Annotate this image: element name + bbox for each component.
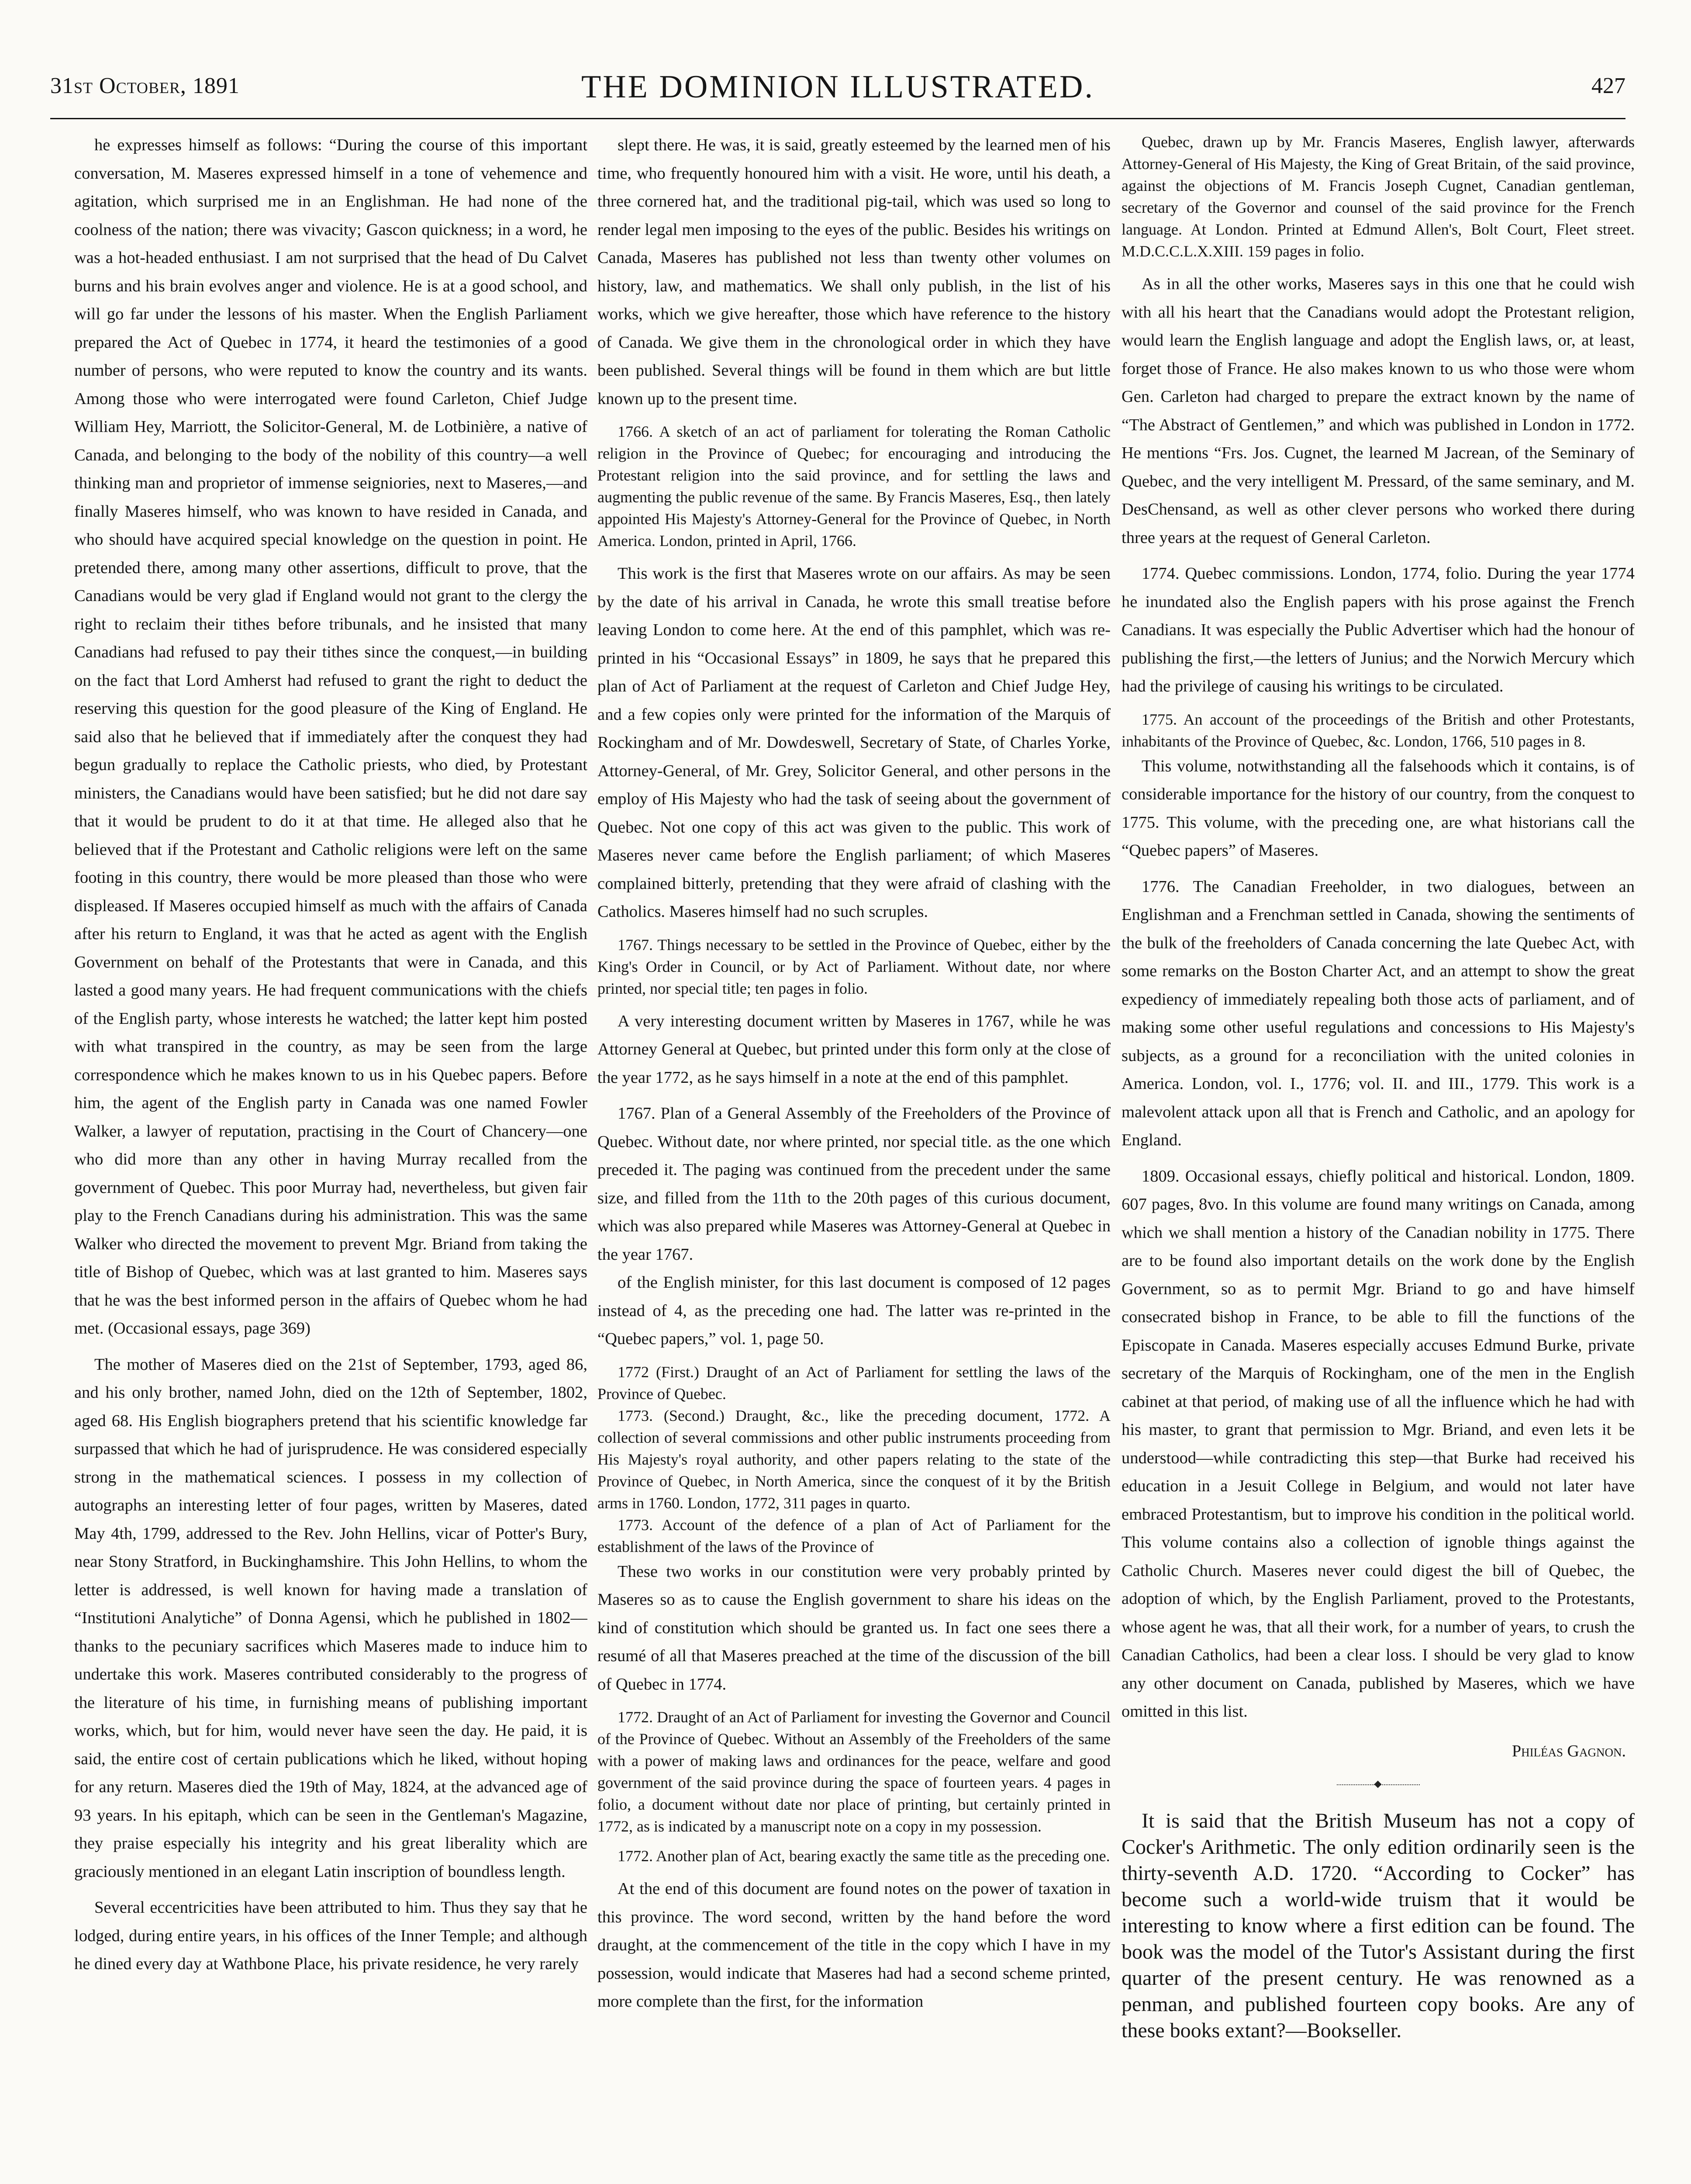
bibliography-entry: 1772. Draught of an Act of Parliament for investing the Governor and Council of the Province of Quebec. Without an Assembly of the Freeholders of the same with a power of making laws and ordinances for the peace, welfare and good government of the said province during the space of fourteen years. 4 pages in folio, a document without date nor place of printing, but certainly printed in 1772, as is indicated by a manuscript note on a copy in my possession.: [597, 1708, 1111, 1835]
bibliography-entry: 1773. Account of the defence of a plan of Act of Parliament for the establishment of the laws of the Province of: [597, 1516, 1111, 1555]
paragraph: 1776. The Canadian Freeholder, in two dialogues, between an Englishman and a Frenchman settled in Canada, showing the sentiments of the bulk of the freeholders of Canada concerning the late Quebec Act, with some remarks on the Boston Charter Act, and an attempt to show the great expediency of immediately repealing both those acts of parliament, and of making some other useful regulations and concessions to His Majesty's subjects, as a ground for a reconciliation with the united colonies in America. London, vol. I., 1776; vol. II. and III., 1779. This work is a malevolent attack upon all that is French and Catholic, and an apology for England.: [1122, 877, 1635, 1149]
bibliography-entry: 1772 (First.) Draught of an Act of Parliament for settling the laws of the Province of Quebec.: [597, 1363, 1111, 1403]
paragraph: As in all the other works, Maseres says in this one that he could wish with all his heart that the Canadians would adopt the Protestant religion, would learn the English language and adopt the English laws, or, at least, forget those of France. He also makes known to us who those were whom Gen. Carleton had charged to prepare the extract known by the name of “The Abstract of Gentlemen,” and which was published in London in 1772. He mentions “Frs. Jos. Cugnet, the learned M Jacrean, of the Seminary of Quebec, and the very intelligent M. Pressard, of the same seminary, and M. DesChensand, as well as other clever persons who worked there during three years at the request of General Carleton.: [1122, 275, 1635, 547]
author-signature: Philéas Gagnon.: [1512, 1742, 1626, 1760]
bibliography-entry: 1767. Things necessary to be settled in the Province of Quebec, either by the King's Order in Council, or by Act of Parliament. Without date, nor where printed, nor special title; ten pages in folio.: [597, 936, 1111, 997]
paragraph: of the English minister, for this last document is composed of 12 pages instead of 4, as the preceding one had. The latter was re-printed in the “Quebec papers,” vol. 1, page 50.: [597, 1273, 1111, 1348]
paragraph: Several eccentricities have been attributed to him. Thus they say that he lodged, during entire years, in his offices of the Inner Temple; and although he dined every day at Wathbone Place, his private residence, he very rarely: [74, 1898, 587, 1973]
paragraph: This work is the first that Maseres wrote on our affairs. As may be seen by the date of his arrival in Canada, he wrote this small treatise before leaving London to come here. At the end of this pamphlet, which was re-printed in his “Occasional Essays” in 1809, he says that he prepared this plan of Act of Parliament at the request of Carleton and Chief Judge Hey, and a few copies only were printed for the information of the Marquis of Rockingham and of Mr. Dowdeswell, Secretary of State, of Charles Yorke, Attorney-General, of Mr. Grey, Solicitor General, and other persons in the employ of His Majesty who had the task of seeing about the government of Quebec. Not one copy of this act was given to the public. This work of Maseres never came before the English parliament; of which Maseres complained bitterly, pretending that they were afraid of clashing with the Catholics. Maseres himself had no such scruples.: [597, 564, 1111, 921]
page-header: [50, 59, 1625, 119]
bibliography-entry: 1773. (Second.) Draught, &c., like the preceding document, 1772. A collection of several commissions and other public instruments proceeding from His Majesty's royal authority, and other papers relating to the state of the Province of Quebec, in North America, since the conquest of it by the British arms in 1760. London, 1772, 311 pages in quarto.: [597, 1406, 1111, 1512]
section-divider: [1337, 1784, 1420, 1790]
bibliography-entry: 1772. Another plan of Act, bearing exactly the same title as the preceding one.: [618, 1847, 1110, 1865]
paragraph: Quebec, drawn up by Mr. Francis Maseres, English lawyer, afterwards Attorney-General of His Majesty, the King of Great Britain, of the said province, against the objections of M. Francis Joseph Cugnet, Canadian gentleman, secretary of the Governor and counsel of the said province for the French language. At London. Printed at Edmund Allen's, Bolt Court, Fleet street. M.D.C.C.L.X.XIII. 159 pages in folio.: [1122, 133, 1635, 260]
paragraph: The mother of Maseres died on the 21st of September, 1793, aged 86, and his only brother, named John, died on the 12th of September, 1802, aged 68. His English biographers pretend that his scientific knowledge far surpassed that which he had of jurisprudence. He was considered especially strong in the mathematical sciences. I possess in my collection of autographs an interesting letter of four pages, written by Maseres, dated May 4th, 1799, addressed to the Rev. John Hellins, vicar of Potter's Bury, near Stony Stratford, in Buckinghamshire. This John Hellins, to whom the letter is addressed, is well known for having made a translation of “Institutioni Analytiche” of Donna Agensi, which he published in 1802—thanks to the pecuniary sacrifices which Maseres made to induce him to undertake this work. Maseres contributed considerably to the progress of the literature of his time, in furnishing means of publishing important works, which, but for him, would never have seen the day. He paid, it is said, the entire cost of certain publications which he liked, without hoping for any return. Maseres died the 19th of May, 1824, at the advanced age of 93 years. In his epitaph, which can be seen in the Gentleman's Magazine, they praise especially his integrity and his great liberality which are graciously mentioned in an elegant Latin inscription of boundless length.: [74, 1355, 587, 1881]
paragraph: This volume, notwithstanding all the falsehoods which it contains, is of considerable importance for the history of our country, from the conquest to 1775. This volume, with the preceding one, are what historians call the “Quebec papers” of Maseres.: [1122, 757, 1635, 860]
paragraph: A very interesting document written by Maseres in 1767, while he was Attorney General at Quebec, but printed under this form only at the close of the year 1772, as he says himself in a note at the end of this pamphlet.: [597, 1012, 1111, 1087]
paragraph: 1809. Occasional essays, chiefly political and historical. London, 1809. 607 pages, 8vo. In this volume are found many writings on Canada, among which we shall mention a history of the Canadian nobility in 1775. There are to be found also important details on the work done by the English Government, so as to permit Mgr. Briand to go and have himself consecrated bishop in France, to be able to fill the functions of the Episcopate in Canada. Maseres especially accuses Edmund Burke, private secretary of the Marquis of Rockingham, one of the men in the English cabinet at that period, of making use of all the influence which he had with his master, to grant that permission to Mgr. Briand, and even lets it be understood—while contradicting this step—that Burke had received his education in a Jesuit College in Belgium, and would not later have embraced Protestantism, but to improve his condition in the political world. This volume contains also a collection of ignoble things against the Catholic Church. Maseres never could digest the bill of Quebec, the adoption of which, by the English Parliament, proved to the Protestants, whose agent he was, that all their work, for a number of years, to crush the Canadian Catholics, had been a clear loss. I should be very glad to know any other document on Canada, published by Maseres, which we have omitted in this list.: [1122, 1167, 1635, 1721]
paragraph: he expresses himself as follows: “During the course of this important conversation, M. Maseres expressed himself in a tone of vehemence and agitation, which surprised me in an Englishman. He had none of the coolness of the nation; there was vivacity; Gascon quickness; in a word, he was a hot-headed enthusiast. I am not surprised that the head of Du Calvet burns and his brain evolves anger and violence. He is at a good school, and will go far under the lessons of his master. When the English Parliament prepared the Act of Quebec in 1774, it heard the testimonies of a good number of persons, who were reputed to know the country and its wants. Among those who were interrogated were found Carleton, Chief Judge William Hey, Marriott, the Solicitor-General, M. de Lotbinière, a native of Canada, and belonging to the body of the nobility of this country—a well thinking man and proprietor of immense seigniories, next to Maseres,—and finally Maseres himself, who was known to have resided in Canada, and who should have acquired special knowledge on the question in point. He pretended there, among many other assertions, difficult to prove, that the Canadians would be very glad if England would not grant to the clergy the right to reclaim their tithes before tribunals, and he insisted that many Canadians had refused to pay their tithes since the conquest,—in building on the fact that Lord Amherst had refused to grant the right to deduct the reserving this question for the good pleasure of the King of England. He said also that he believed that if immediately after the conquest they had begun gradually to replace the Catholic priests, who died, by Protestant ministers, the Canadians would have been satisfied; but he did not dare say that it would be prudent to do it at that time. He alleged also that he believed that if the Protestant and Catholic religions were left on the same footing in this country, there would be more pleased than those who were displeased. If Maseres occupied himself as much with the affairs of Canada after his return to England, it was that he acted as agent with the English Government on behalf of the Protestants that were in Canada, and this lasted a good many years. He had frequent communications with the chiefs of the English party, whose interests he watched; the latter kept him posted with what transpired in the country, as may be seen from the large correspondence which he makes known to us in his Quebec papers. Before him, the agent of the English party in Canada was one named Fowler Walker, a lawyer of reputation, practising in the Court of Chancery—one who did more than any other in having Murray recalled from the government of Quebec. This poor Murray had, nevertheless, but given fair play to the French Canadians during his administration. This was the same Walker who directed the movement to prevent Mgr. Briand from taking the title of Bishop of Quebec, which was at last granted to him. Maseres says that he was the best informed person in the affairs of Quebec whom he had met. (Occasional essays, page 369): [74, 136, 587, 1337]
masthead-title: THE DOMINION ILLUSTRATED.: [581, 69, 1094, 105]
column-middle: [597, 131, 1111, 2184]
page-number: 427: [1591, 73, 1625, 98]
paragraph: 1774. Quebec commissions. London, 1774, folio. During the year 1774 he inundated also the English papers with his prose against the French Canadians. It was especially the Public Advertiser which had the honour of publishing the first,—the letters of Junius; and the Norwich Mercury which had the privilege of causing his writings to be circulated.: [1122, 564, 1635, 695]
paragraph: It is said that the British Museum has not a copy of Cocker's Arithmetic. The only edition ordinarily seen is the thirty-seventh A.D. 1720. “According to Cocker” has become such a world-wide truism that it would be interesting to know where a first edition can be found. The book was the model of the Tutor's Assistant during the first quarter of the present century. He was renowned as a penman, and published fourteen copy books. Are any of these books extant?—Bookseller.: [1122, 1809, 1635, 2042]
column-right: [1122, 131, 1635, 2184]
issue-date: 31st October, 1891: [50, 73, 240, 98]
bibliography-entry: 1775. An account of the proceedings of the British and other Protestants, inhabitants of the Province of Quebec, &c. London, 1766, 510 pages in 8.: [1122, 710, 1635, 750]
bibliography-entry: 1766. A sketch of an act of parliament for tolerating the Roman Catholic religion in the Province of Quebec; for encouraging and introducing the Protestant religion into the said province, and for settling the laws and augmenting the public revenue of the same. By Francis Maseres, Esq., then lately appointed His Majesty's Attorney-General for the Province of Quebec, in North America. London, printed in April, 1766.: [597, 423, 1111, 549]
column-left: [74, 131, 587, 2184]
paragraph: 1767. Plan of a General Assembly of the Freeholders of the Province of Quebec. Without date, nor where printed, nor special title. as the one which preceded it. The paging was continued from the precedent under the same size, and filled from the 11th to the 20th pages of this curious document, which was also prepared while Maseres was Attorney-General at Quebec in the year 1767.: [597, 1104, 1111, 1264]
paragraph: These two works in our constitution were very probably printed by Maseres so as to cause the English government to share his ideas on the kind of constitution which should be granted us. In fact one sees there a resumé of all that Maseres preached at the time of the discussion of the bill of Quebec in 1774.: [597, 1562, 1111, 1693]
paragraph: slept there. He was, it is said, greatly esteemed by the learned men of his time, who frequently honoured him with a visit. He wore, until his death, a three cornered hat, and the traditional pig-tail, which was used so long to render legal men imposing to the eyes of the public. Besides his writings on Canada, Maseres has published not less than twenty other volumes on history, law, and mathematics. We shall only publish, in the list of his works, which we give hereafter, those which have reference to the history of Canada. We give them in the chronological order in which they have been published. Several things will be found in them which are but little known up to the present time.: [597, 136, 1111, 408]
paragraph: At the end of this document are found notes on the power of taxation in this province. The word second, written by the hand before the word draught, at the commencement of the title in the copy which I have in my possession, would indicate that Maseres had had a second scheme printed, more complete than the first, for the information: [597, 1880, 1111, 2011]
